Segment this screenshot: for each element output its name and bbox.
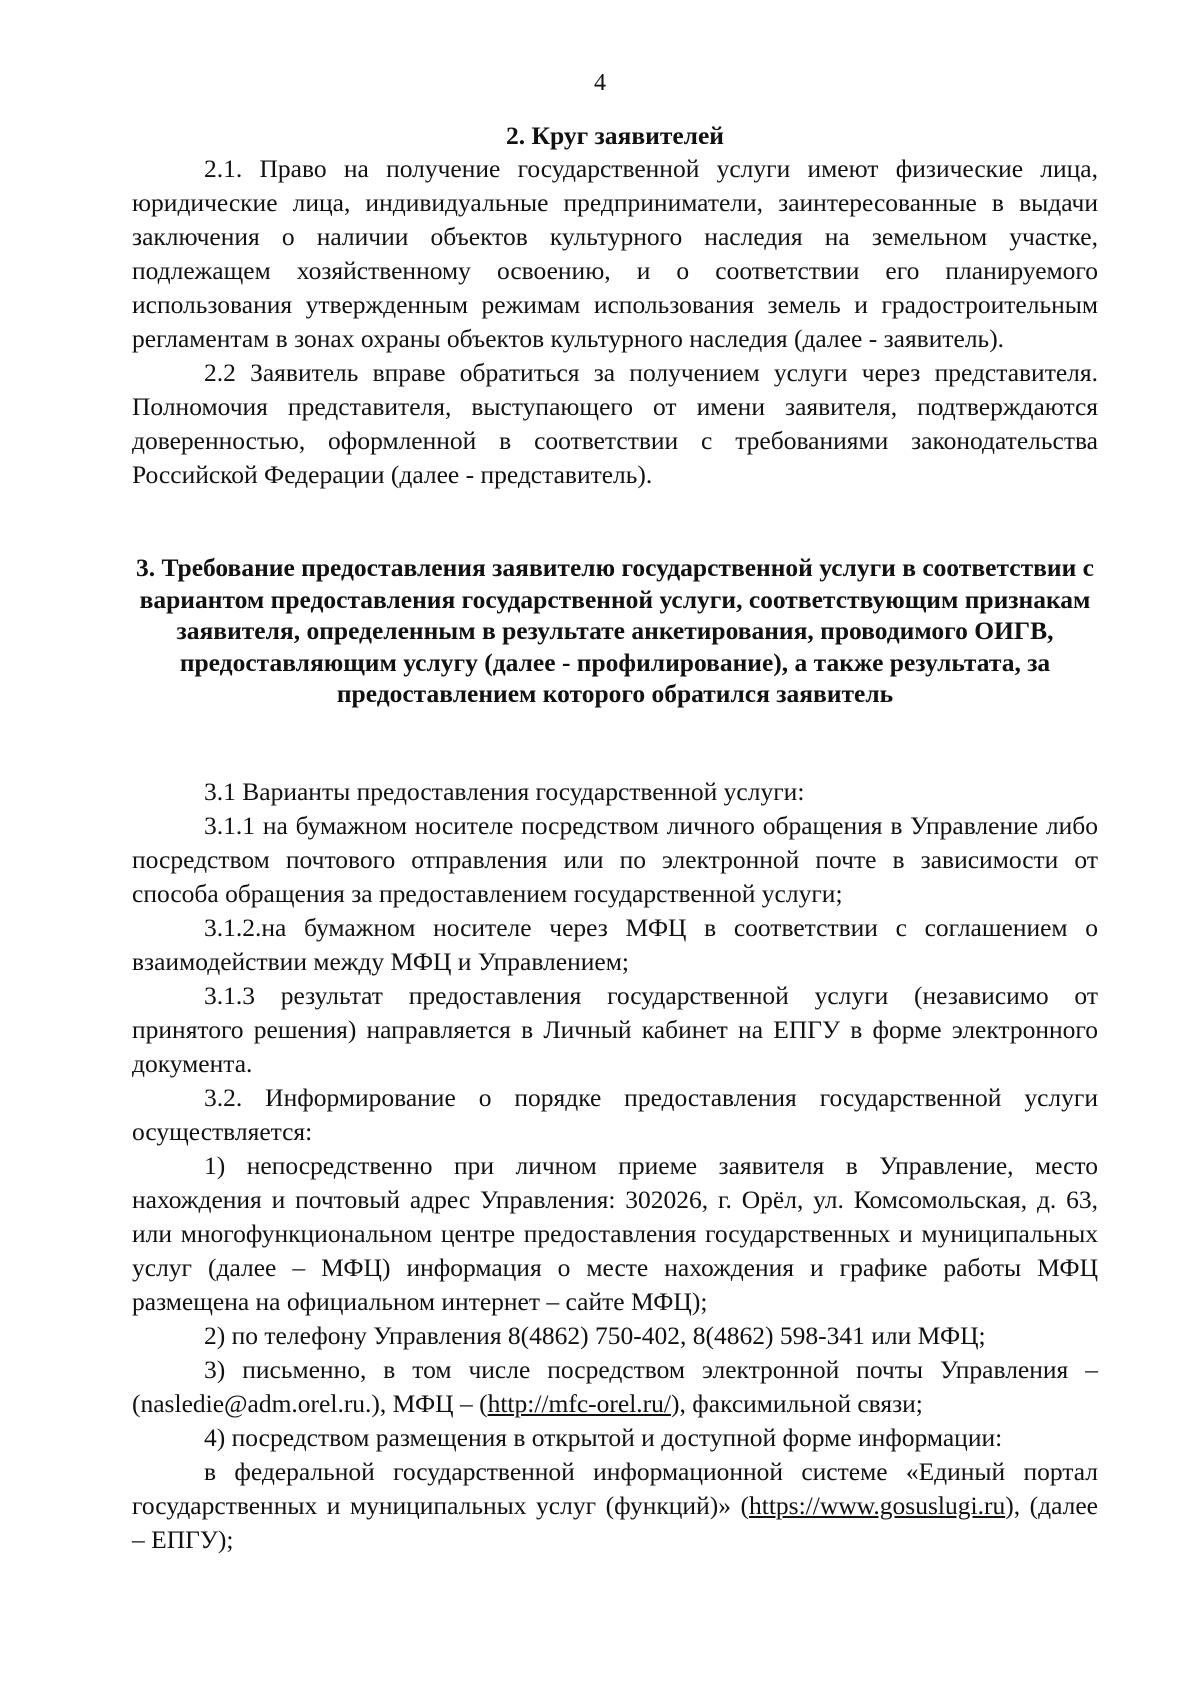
paragraph-3-1: 3.1 Варианты предоставления государственной услуги:: [204, 777, 805, 806]
list-item-1: 1) непосредственно при личном приеме заявителя в Управление, место нахождения и почтовый адрес Управления: 302026, г. Орёл, ул. Комсомольская, д. 63, или многофункциональном центре предоставления государственных и муниципальных услуг (далее – МФЦ) информация о месте нахождения и графике работы МФЦ размещена на официальном интернет – сайте МФЦ);: [132, 1151, 1098, 1316]
list-item-3-text-b: ), факсимильной связи;: [670, 1389, 923, 1418]
list-item-2: 2) по телефону Управления 8(4862) 750-402, 8(4862) 598-341 или МФЦ;: [204, 1321, 986, 1350]
paragraph-3-1-2: 3.1.2.на бумажном носителе через МФЦ в соответствии с соглашением о взаимодействии между МФЦ и Управлением;: [132, 913, 1098, 976]
list-item-4-sub-text-b: ), (далее – ЕПГУ);: [132, 1491, 1098, 1554]
section-2-heading: 2. Круг заявителей: [506, 121, 724, 150]
paragraph-3-1-3: 3.1.3 результат предоставления государственной услуги (независимо от принятого решения) направляется в Личный кабинет на ЕПГУ в форме электронного документа.: [132, 981, 1098, 1078]
list-item-4-sub: [132, 1455, 1098, 1557]
list-item-4-sub-text-a: в федеральной государственной информационной системе «Единый портал государственных и муниципальных услуг (функций)» (: [132, 1457, 1098, 1520]
section-3: [132, 552, 1098, 710]
paragraph-2-2: 2.2 Заявитель вправе обратиться за получением услуги через представителя. Полномочия представителя, выступающего от имени заявителя, подтверждаются доверенностью, оформленной в соответствии с требованиями законодательства Российской Федерации (далее - представитель).: [132, 358, 1098, 489]
paragraph-3-1-1: 3.1.1 на бумажном носителе посредством личного обращения в Управление либо посредством почтового отправления или по электронной почте в зависимости от способа обращения за предоставлением государственной услуги;: [132, 811, 1098, 908]
paragraph-3-2: 3.2. Информирование о порядке предоставления государственной услуги осуществляется:: [132, 1083, 1098, 1146]
mfc-website-link[interactable]: http://mfc-orel.ru/: [487, 1389, 671, 1418]
page-number: 4: [594, 70, 606, 96]
list-item-3-text-a: 3) письменно, в том числе посредством электронной почты Управления – (nasledie@adm.orel.ru.), МФЦ – (: [132, 1355, 1098, 1418]
list-item-4: 4) посредством размещения в открытой и доступной форме информации:: [204, 1423, 1003, 1452]
gosuslugi-link[interactable]: https://www.gosuslugi.ru: [749, 1491, 1006, 1520]
section-3-heading: 3. Требование предоставления заявителю государственной услуги в соответствии с вариантом предоставления государственной услуги, соответствующим признакам заявителя, определенным в результате анкетирования, проводимого ОИГВ, предоставляющим услугу (далее - профилирование), а также результата, за предоставлением которого обратился заявитель: [135, 553, 1094, 709]
section-3-body: [132, 775, 1098, 1557]
list-item-3: [132, 1353, 1098, 1421]
paragraph-2-1: 2.1. Право на получение государственной услуги имеют физические лица, юридические лица, индивидуальные предприниматели, заинтересованные в выдачи заключения о наличии объектов культурного наследия на земельном участке, подлежащем хозяйственному освоению, и о соответствии его планируемого использования утвержденным режимам использования земель и градостроительным регламентам в зонах охраны объектов культурного наследия (далее - заявитель).: [132, 154, 1098, 353]
section-2: [132, 120, 1098, 492]
